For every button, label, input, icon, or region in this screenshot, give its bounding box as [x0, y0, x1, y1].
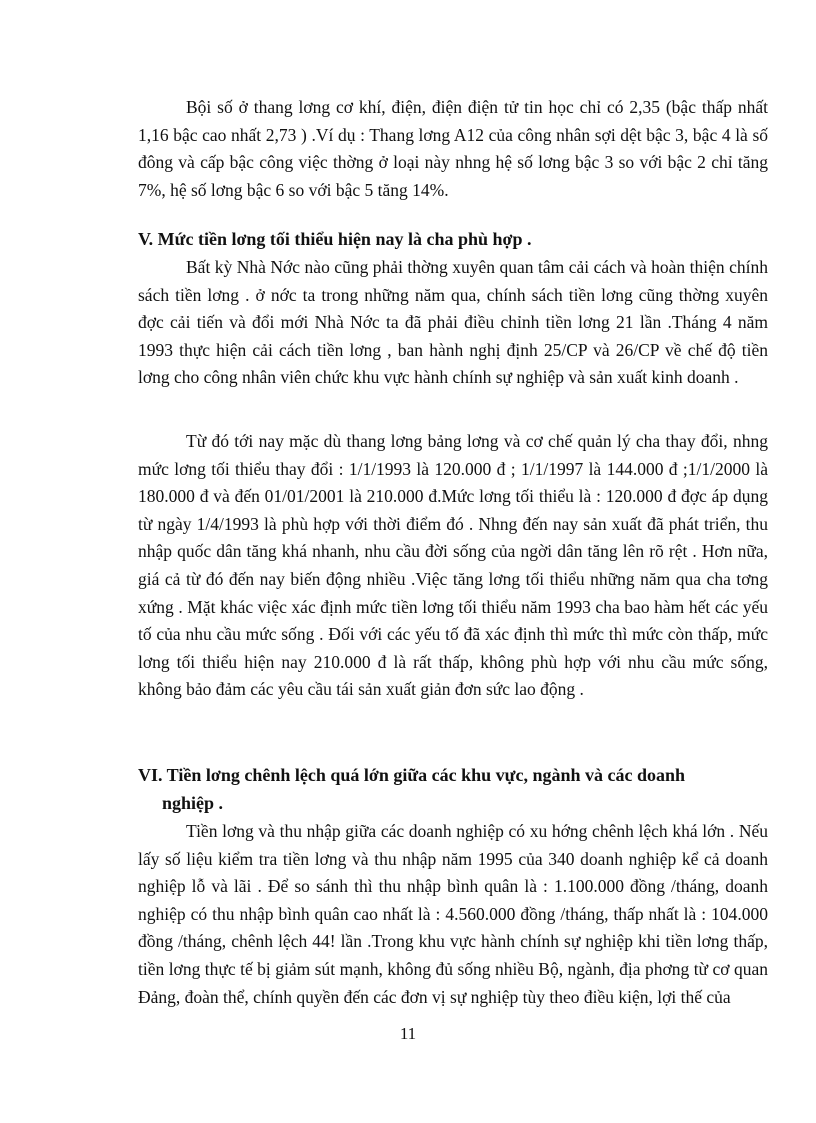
section-heading-vi-line-1: VI. Tiền lơng chênh lệch quá lớn giữa các khu vực, ngành và các doanh — [138, 765, 685, 785]
section-heading-v: V. Mức tiền lơng tối thiểu hiện nay là cha phù hợp . — [138, 229, 532, 249]
page-number: 11 — [399, 1024, 417, 1043]
paragraph-2: Bất kỳ Nhà Nớc nào cũng phải thờng xuyên quan tâm cải cách và hoàn thiện chính sách tiền lơng . ở nớc ta trong những năm qua, chính sách tiền lơng cũng thờng xuyên đợc cải tiến và đổi mới Nhà Nớc ta đã phải điều chỉnh tiền lơng 21 lần .Tháng 4 năm 1993 thực hiện cải cách tiền lơng , ban hành nghị định 25/CP và 26/CP về chế độ tiền lơng cho công nhân viên chức khu vực hành chính sự nghiệp và sản xuất kinh doanh . — [138, 257, 768, 388]
paragraph-1: Bội số ở thang lơng cơ khí, điện, điện điện tử tin học chỉ có 2,35 (bậc thấp nhất 1,16 bậc cao nhất 2,73 ) .Ví dụ : Thang lơng A12 của công nhân sợi dệt bậc 3, bậc 4 là số đông và cấp bậc công việc thờng ở loại này nhng hệ số lơng bậc 3 so với bậc 2 chỉ tăng 7%, hệ số lơng bậc 6 so với bậc 5 tăng 14%. — [138, 97, 768, 200]
section-heading-vi — [138, 762, 788, 817]
text-block-4 — [138, 818, 768, 1011]
paragraph-4: Tiền lơng và thu nhập giữa các doanh nghiệp có xu hớng chênh lệch khá lớn . Nếu lấy số liệu kiểm tra tiền lơng và thu nhập năm 1995 của 340 doanh nghiệp kể cả doanh nghiệp lỗ và lãi . Để so sánh thì thu nhập bình quân là : 1.100.000 đồng /tháng, doanh nghiệp có thu nhập bình quân cao nhất là : 4.560.000 đồng /tháng, thấp nhất là : 104.000 đồng /tháng, chênh lệch 44! lần .Trong khu vực hành chính sự nghiệp khi tiền lơng thấp, tiền lơng thực tế bị giảm sút mạnh, không đủ sống nhiều Bộ, ngành, địa phơng từ cơ quan Đảng, đoàn thể, chính quyền đến các đơn vị sự nghiệp tùy theo điều kiện, lợi thế của — [138, 821, 768, 1007]
text-block-3 — [138, 428, 768, 704]
paragraph-3: Từ đó tới nay mặc dù thang lơng bảng lơng và cơ chế quản lý cha thay đổi, nhng mức lơng tối thiểu thay đổi : 1/1/1993 là 120.000 đ ; 1/1/1997 là 144.000 đ ;1/1/2000 là 180.000 đ và đến 01/01/2001 là 210.000 đ.Mức lơng tối thiểu là : 120.000 đ đợc áp dụng từ ngày 1/4/1993 là phù hợp với thời điểm đó . Nhng đến nay sản xuất đã phát triển, thu nhập quốc dân tăng khá nhanh, nhu cầu đời sống của ngời dân tăng lên rõ rệt . Hơn nữa, giá cả từ đó đến nay biến động nhiều .Việc tăng lơng tối thiểu những năm qua cha tơng xứng . Mặt khác việc xác định mức tiền lơng tối thiểu năm 1993 cha bao hàm hết các yếu tố của nhu cầu mức sống . Đối với các yếu tố đã xác định thì mức thì mức còn thấp, mức lơng tối thiểu hiện nay 210.000 đ là rất thấp, không phù hợp với nhu cầu mức sống, không bảo đảm các yêu cầu tái sản xuất giản đơn sức lao động . — [138, 431, 768, 700]
text-block-2 — [138, 254, 768, 392]
section-heading-vi-line-2: nghiệp . — [162, 792, 224, 813]
text-block-1 — [138, 94, 768, 204]
